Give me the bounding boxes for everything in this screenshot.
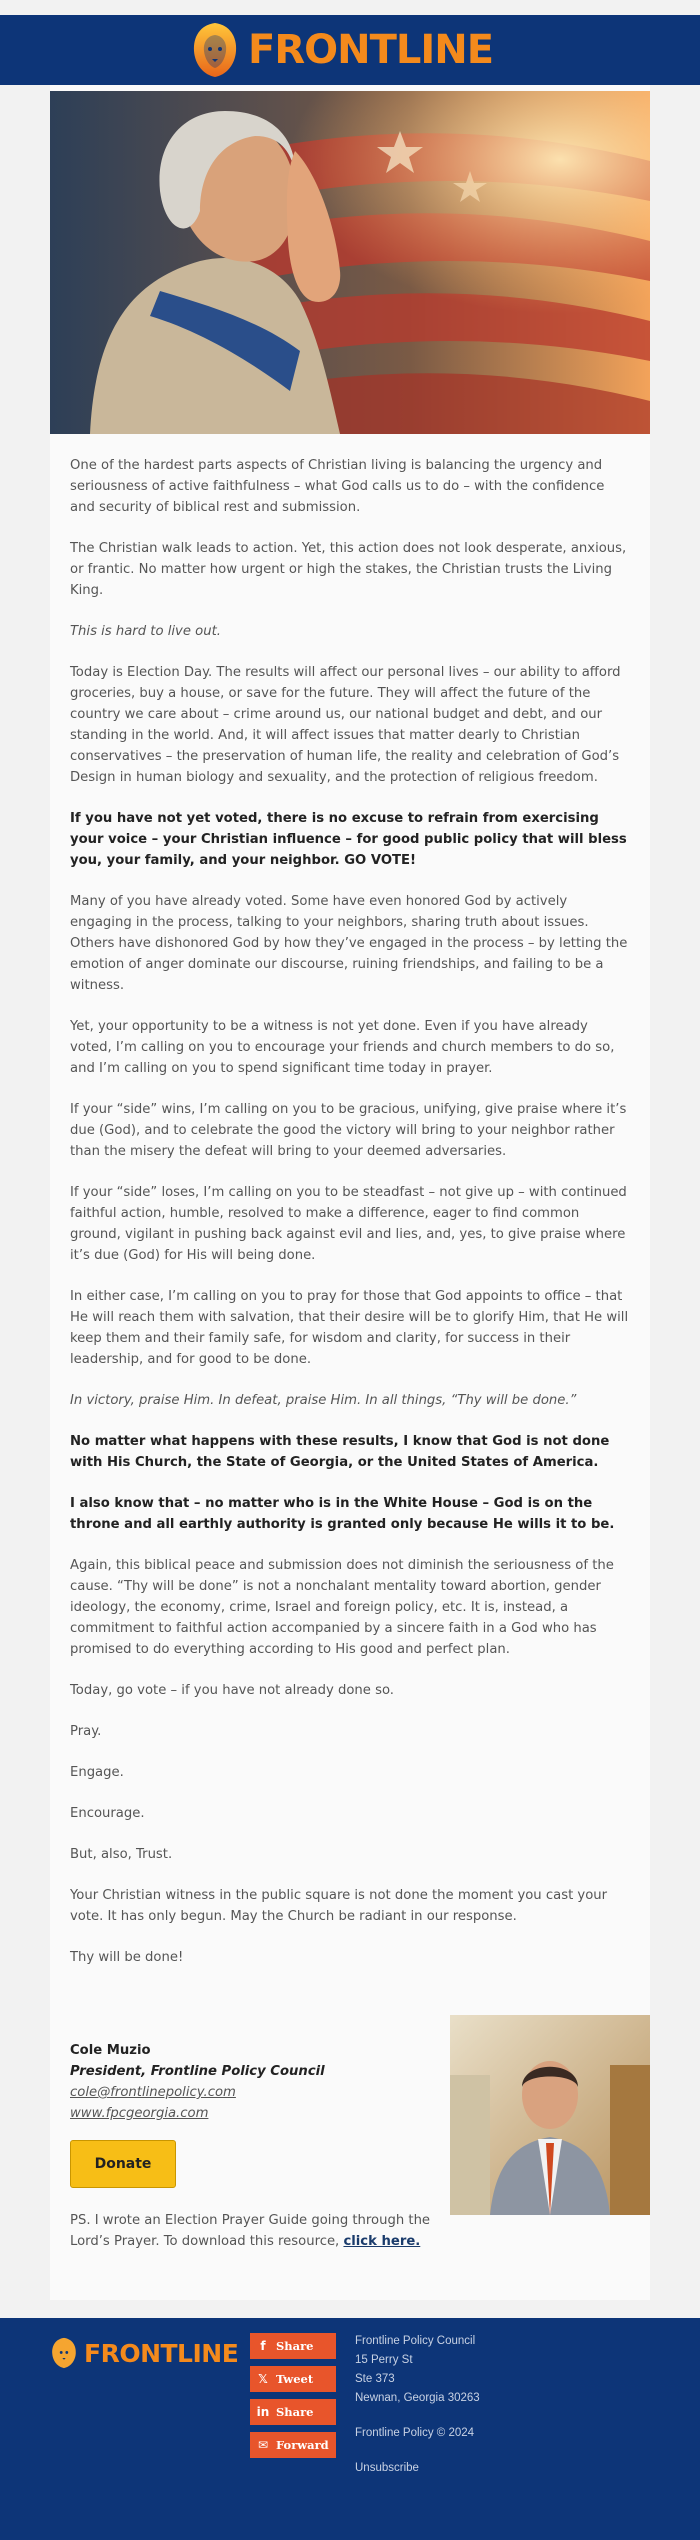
- footer-brand-text: FRONTLINE: [84, 2338, 239, 2368]
- header-logo[interactable]: [190, 21, 493, 79]
- paragraph: The Christian walk leads to action. Yet, this action does not look desperate, anxious, or frantic. No matter how urgent or high the stakes, the Christian trusts the Living King.: [70, 541, 627, 598]
- paragraph: Today, go vote – if you have not already done so.: [70, 1683, 394, 1698]
- ps-text: PS. I wrote an Election Prayer Guide going through the Lord’s Prayer. To download this resource,: [70, 2213, 431, 2249]
- suite: Ste 373: [355, 2373, 395, 2385]
- paragraph: Encourage.: [70, 1806, 145, 1821]
- paragraph-bold: If you have not yet voted, there is no excuse to refrain from exercising your voice – your Christian influence – for good public policy that will bless you, your family, and your neighbor. GO VOTE!: [70, 811, 627, 868]
- website-link[interactable]: www.fpcgeorgia.com: [70, 2106, 209, 2121]
- paragraph-italic: This is hard to live out.: [70, 624, 221, 639]
- unsubscribe-link[interactable]: Unsubscribe: [355, 2462, 419, 2474]
- paragraph: Yet, your opportunity to be a witness is not yet done. Even if you have already voted, I’m calling on you to encourage your friends and church members to do so, and I’m calling on you to spend significant time today in prayer.: [70, 1019, 615, 1076]
- signature-block: [70, 2040, 440, 2124]
- paragraph: Thy will be done!: [70, 1950, 184, 1965]
- email-link[interactable]: cole@frontlinepolicy.com: [70, 2085, 236, 2100]
- city: Newnan, Georgia 30263: [355, 2392, 480, 2404]
- org-name: Frontline Policy Council: [355, 2335, 476, 2347]
- copyright: Frontline Policy © 2024: [355, 2427, 475, 2439]
- paragraph: Your Christian witness in the public square is not done the moment you cast your vote. It has only begun. May the Church be radiant in our response.: [70, 1888, 608, 1924]
- paragraph-italic: In victory, praise Him. In defeat, praise Him. In all things, “Thy will be done.”: [70, 1393, 577, 1408]
- share-label: Share: [276, 2339, 314, 2353]
- paragraph: But, also, Trust.: [70, 1847, 173, 1862]
- paragraph-bold: I also know that – no matter who is in the White House – God is on the throne and all earthly authority is granted only because He wills it to be.: [70, 1496, 615, 1532]
- hero-image: [50, 91, 650, 434]
- email-forward-button[interactable]: [250, 2432, 336, 2458]
- paragraph: Many of you have already voted. Some have even honored God by actively engaging in the process, talking to your neighbors, sharing truth about issues. Others have dishonored God by how they’ve engaged in the process – by letting the emotion of anger dominate our discourse, ruining friendships, and failing to be a witness.: [70, 894, 628, 993]
- header-bar: [0, 15, 700, 85]
- lion-logo-icon: [50, 2336, 78, 2370]
- paragraph: If your “side” wins, I’m calling on you to be gracious, unifying, give praise where it’s due (God), and to celebrate the good the victory will bring to your neighbor rather than the misery the defeat will bring to your deemed adversaries.: [70, 1102, 627, 1159]
- ps-note: [70, 2210, 440, 2252]
- email-icon: ✉: [257, 2438, 269, 2452]
- share-label: Share: [276, 2405, 314, 2419]
- paragraph: Engage.: [70, 1765, 124, 1780]
- article-body: [70, 455, 630, 1988]
- author-portrait: [450, 2015, 650, 2215]
- footer-logo[interactable]: [50, 2336, 238, 2370]
- share-label: Forward: [276, 2438, 329, 2452]
- facebook-share-button[interactable]: [250, 2333, 336, 2359]
- paragraph: One of the hardest parts aspects of Christian living is balancing the urgency and seriousness of active faithfulness – what God calls us to do – with the confidence and security of biblical rest and submission.: [70, 458, 605, 515]
- signature-title: President, Frontline Policy Council: [70, 2064, 325, 2079]
- donate-button[interactable]: Donate: [70, 2140, 176, 2188]
- email-content: [50, 85, 650, 2300]
- facebook-icon: f: [260, 2339, 266, 2353]
- paragraph: Today is Election Day. The results will affect our personal lives – our ability to afford groceries, buy a house, or save for the future. They will affect the future of the country we care about – crime around us, our national budget and debt, and our standing in the world. And, it will affect issues that matter dearly to Christian conservatives – the preservation of human life, the reality and celebration of God’s Design in human biology and sexuality, and the protection of religious freedom.: [70, 665, 621, 785]
- prayer-guide-link[interactable]: click here.: [343, 2234, 421, 2249]
- header-brand-text: FRONTLINE: [248, 27, 494, 73]
- footer: [0, 2318, 700, 2540]
- street: 15 Perry St: [355, 2354, 413, 2366]
- paragraph: Pray.: [70, 1724, 102, 1739]
- x-icon: 𝕏: [258, 2372, 268, 2386]
- paragraph-bold: No matter what happens with these results, I know that God is not done with His Church, the State of Georgia, or the United States of America.: [70, 1434, 610, 1470]
- paragraph: If your “side” loses, I’m calling on you to be steadfast – not give up – with continued faithful action, humble, resolved to make a difference, eager to find common ground, vigilant in pushing back against evil and lies, and, yes, to give praise where it’s due (God) for His will being done.: [70, 1185, 627, 1263]
- signature-name: Cole Muzio: [70, 2043, 151, 2058]
- footer-address: [355, 2332, 480, 2478]
- lion-logo-icon: [190, 21, 240, 79]
- x-tweet-button[interactable]: [250, 2366, 336, 2392]
- paragraph: Again, this biblical peace and submission does not diminish the seriousness of the cause. “Thy will be done” is not a nonchalant mentality toward abortion, gender ideology, the economy, crime, Israel and foreign policy, etc. It is, instead, a commitment to faithful action accompanied by a sincere faith in a God who has promised to do everything according to His good and perfect plan.: [70, 1558, 614, 1657]
- share-label: Tweet: [276, 2372, 314, 2386]
- paragraph: In either case, I’m calling on you to pray for those that God appoints to office – that He will reach them with salvation, that their desire will be to glorify Him, that He will keep them and their family safe, for wisdom and clarity, for success in their leadership, and for good to be done.: [70, 1289, 629, 1367]
- linkedin-icon: in: [256, 2405, 270, 2419]
- linkedin-share-button[interactable]: [250, 2399, 336, 2425]
